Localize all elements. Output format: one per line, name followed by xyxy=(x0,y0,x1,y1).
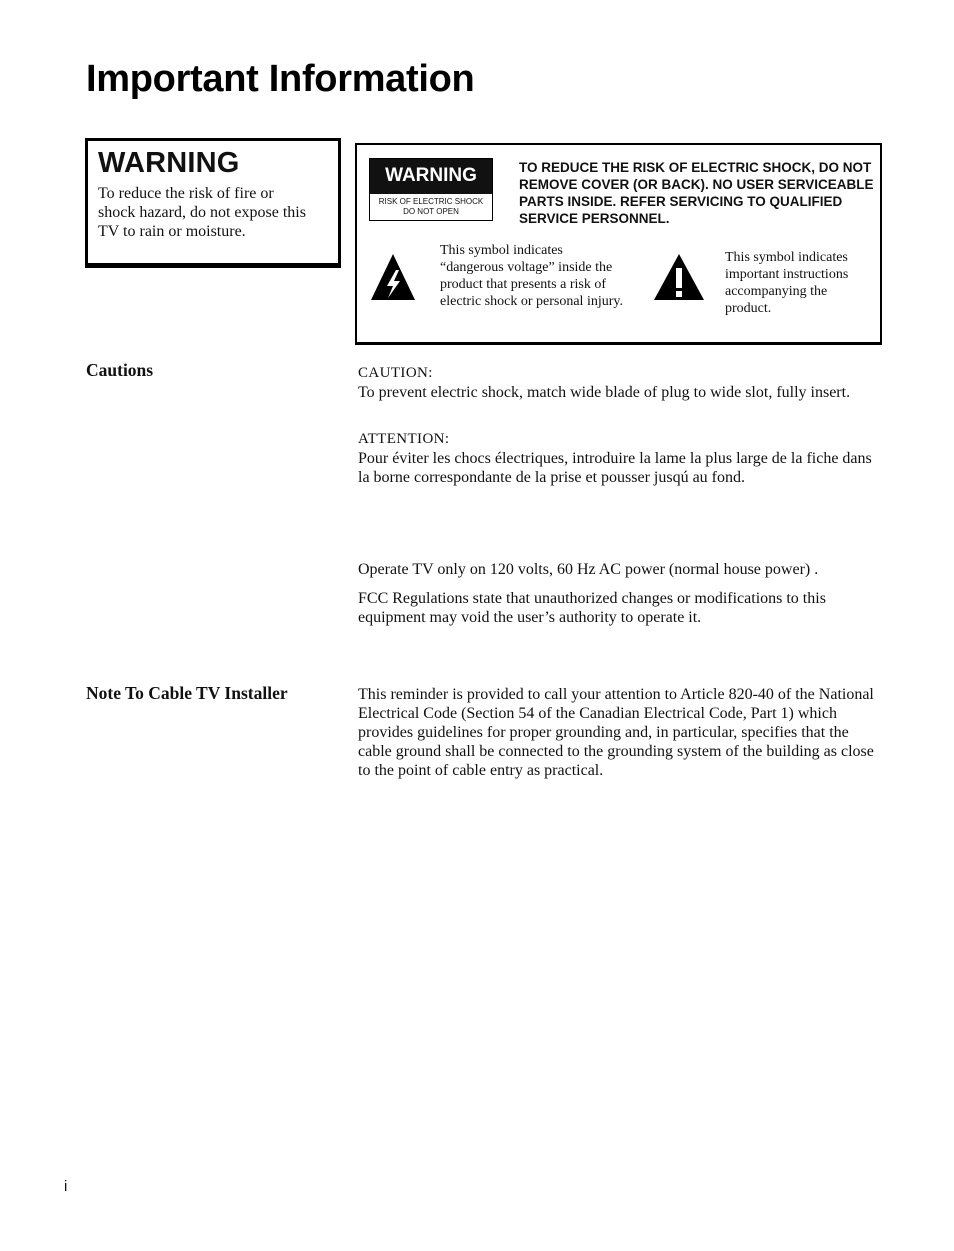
caution-text: To prevent electric shock, match wide blade of plug to wide slot, fully insert. xyxy=(358,384,851,401)
lightning-triangle-icon xyxy=(369,252,417,302)
shock-warning-box xyxy=(355,143,882,345)
instructions-symbol-text: This symbol indicates important instructions accompanying the product. xyxy=(725,250,849,316)
warning-label-plate xyxy=(369,158,493,221)
fcc-text: FCC Regulations state that unauthorized changes or modifications to this equipment may void the user’s authority to operate it. xyxy=(358,590,826,626)
cable-note-heading: Note To Cable TV Installer xyxy=(86,683,288,703)
attention-label: ATTENTION: xyxy=(358,431,450,447)
attention-text: Pour éviter les chocs électriques, introduire la lame la plus large de la fiche dans la borne correspondante de la prise et pousser jusqú au fond. xyxy=(358,450,872,486)
warning-label-small-2: DO NOT OPEN xyxy=(403,207,459,216)
cable-note-text: This reminder is provided to call your attention to Article 820-40 of the National Electrical Code (Section 54 of the Canadian Electrical Code, Part 1) which provides guidelines for proper grounding and, in particular, specifies that the cable ground shall be connected to the grounding system of the building as close to the point of cable entry as practical. xyxy=(358,686,874,779)
warning-label-small-1: RISK OF ELECTRIC SHOCK xyxy=(378,197,484,206)
caution-label: CAUTION: xyxy=(358,365,433,381)
shock-warning-text: TO REDUCE THE RISK OF ELECTRIC SHOCK, DO NOT REMOVE COVER (OR BACK). NO USER SERVICEABLE PARTS INSIDE. REFER SERVICING TO QUALIFIED SERVICE PERSONNEL. xyxy=(519,160,874,226)
power-text: Operate TV only on 120 volts, 60 Hz AC power (normal house power) . xyxy=(358,561,819,578)
voltage-symbol-text: This symbol indicates “dangerous voltage” inside the product that presents a risk of electric shock or personal injury. xyxy=(440,243,623,309)
attention-block xyxy=(358,430,883,487)
page-number: i xyxy=(64,1178,68,1195)
caution-block xyxy=(358,364,883,402)
page-title: Important Information xyxy=(86,58,475,100)
warning-box xyxy=(85,138,341,268)
warning-label-band: WARNING xyxy=(370,159,492,194)
warning-box-text: To reduce the risk of fire or shock hazard, do not expose this TV to rain or moisture. xyxy=(98,185,306,240)
exclamation-triangle-icon xyxy=(652,252,706,302)
warning-box-heading: WARNING xyxy=(98,147,240,179)
cautions-heading: Cautions xyxy=(86,360,154,380)
